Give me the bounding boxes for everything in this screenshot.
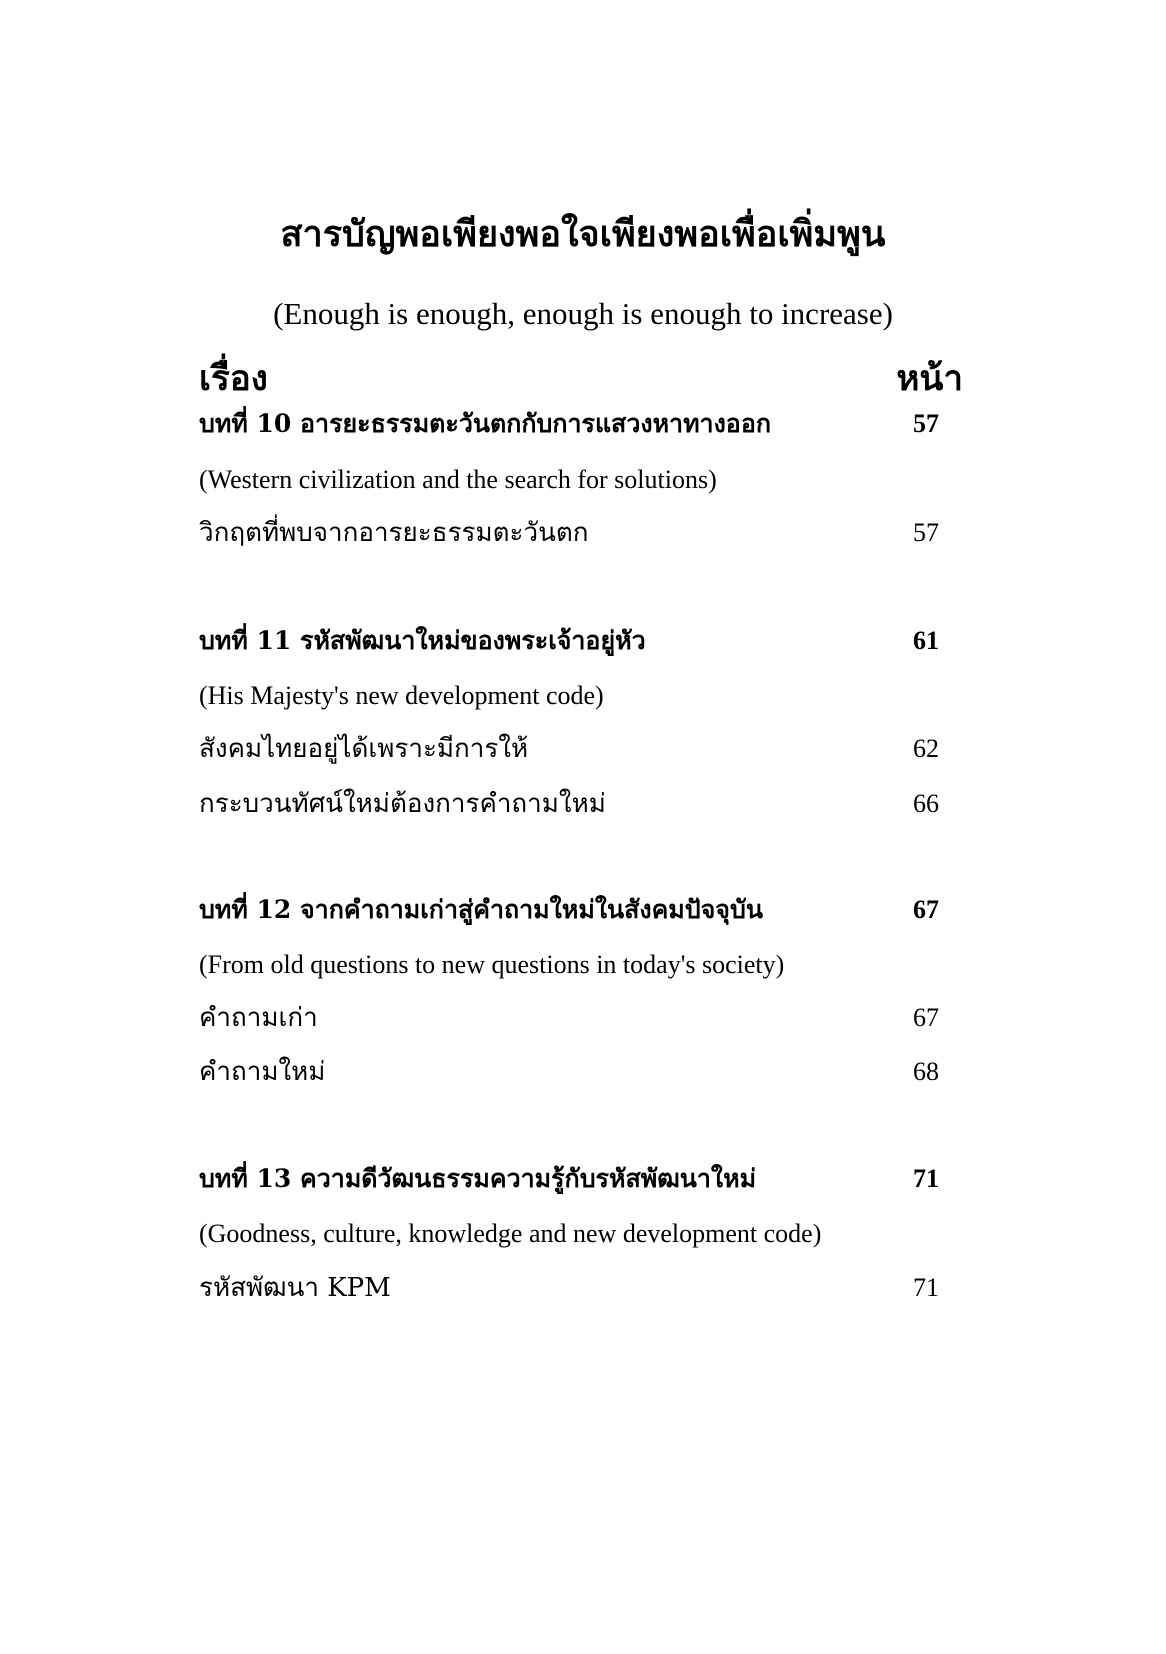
chapter-11-section-2	[199, 784, 939, 824]
page-subtitle: (Enough is enough, enough is enough to increase)	[273, 296, 893, 331]
chapter-12-section-2	[199, 1052, 939, 1092]
chapter-11-entry	[199, 621, 939, 661]
chapter-heading: บทที่ 10 อารยะธรรมตะวันตกกับการแสวงหาทางออก	[199, 409, 771, 438]
section-page-number: 57	[913, 518, 939, 547]
section-title: คำถามใหม่	[199, 1057, 326, 1087]
chapter-english-title: (His Majesty's new development code)	[199, 681, 604, 710]
section-page-number: 71	[913, 1273, 939, 1302]
page-column-label: หน้า	[896, 358, 963, 399]
page-title: สารบัญพอเพียงพอใจเพียงพอเพื่อเพิ่มพูน	[280, 213, 886, 255]
chapter-english-title: (Goodness, culture, knowledge and new development code)	[199, 1219, 822, 1248]
chapter-page-number: 57	[913, 409, 939, 438]
chapter-11-section-1	[199, 729, 939, 769]
section-page-number: 68	[913, 1057, 939, 1086]
chapter-13-english-title	[199, 1214, 939, 1254]
section-title: วิกฤตที่พบจากอารยะธรรมตะวันตก	[199, 518, 589, 548]
chapter-english-title: (Western civilization and the search for solutions)	[199, 465, 717, 494]
topic-column-label: เรื่อง	[199, 358, 268, 399]
section-title: รหัสพัฒนา KPM	[199, 1273, 391, 1303]
toc-column-header	[199, 354, 963, 404]
section-page-number: 62	[913, 734, 939, 763]
chapter-heading: บทที่ 11 รหัสพัฒนาใหม่ของพระเจ้าอยู่หัว	[199, 626, 646, 655]
chapter-heading: บทที่ 13 ความดีวัฒนธรรมความรู้กับรหัสพัฒนาใหม่	[199, 1164, 757, 1193]
chapter-12-entry	[199, 890, 939, 930]
section-page-number: 67	[913, 1003, 939, 1032]
chapter-12-section-1	[199, 998, 939, 1038]
chapter-10-english-title	[199, 460, 939, 500]
chapter-13-entry	[199, 1159, 939, 1199]
chapter-page-number: 71	[913, 1164, 939, 1193]
section-page-number: 66	[913, 789, 939, 818]
chapter-english-title: (From old questions to new questions in today's society)	[199, 950, 785, 979]
chapter-13-section-1	[199, 1268, 939, 1308]
chapter-11-english-title	[199, 676, 939, 716]
chapter-heading: บทที่ 12 จากคำถามเก่าสู่คำถามใหม่ในสังคมปัจจุบัน	[199, 895, 763, 924]
section-title: สังคมไทยอยู่ได้เพราะมีการให้	[199, 734, 529, 764]
section-title: กระบวนทัศน์ใหม่ต้องการคำถามใหม่	[199, 789, 606, 819]
chapter-10-entry	[199, 404, 939, 444]
chapter-12-english-title	[199, 945, 939, 985]
chapter-page-number: 67	[913, 895, 939, 924]
section-title: คำถามเก่า	[199, 1003, 318, 1033]
chapter-10-section-1	[199, 513, 939, 553]
chapter-page-number: 61	[913, 626, 939, 655]
